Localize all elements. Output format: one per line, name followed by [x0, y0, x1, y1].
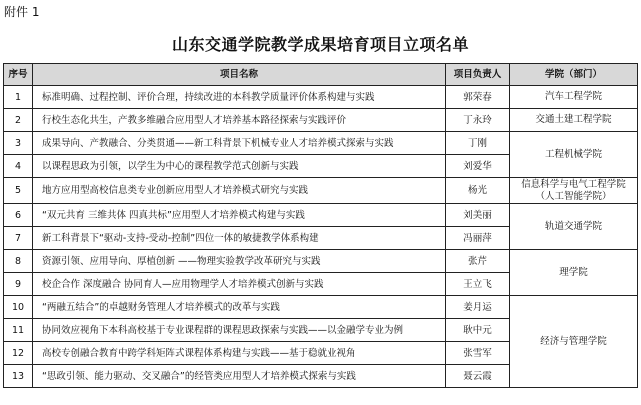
- row-seq: 3: [4, 132, 33, 155]
- row-seq: 8: [4, 250, 33, 273]
- project-list-table: [3, 63, 638, 388]
- row-project-name: 协同效应视角下本科高校基于专业课程群的课程思政探索与实践——以金融学专业为例: [33, 319, 446, 342]
- row-project-lead: 丁刚: [446, 132, 510, 155]
- row-project-name: 地方应用型高校信息类专业创新应用型人才培养模式研究与实践: [33, 178, 446, 204]
- row-project-lead: 王立飞: [446, 273, 510, 296]
- row-project-name: 行校生态化共生，产教多维融合应用型人才培养基本路径探索与实践评价: [33, 109, 446, 132]
- row-seq: 1: [4, 86, 33, 109]
- header-department: 学院（部门）: [510, 64, 638, 86]
- row-project-name: “两融五结合”的卓越财务管理人才培养模式的改革与实践: [33, 296, 446, 319]
- row-project-name: 成果导向、产教融合、分类贯通——新工科背景下机械专业人才培养模式探索与实践: [33, 132, 446, 155]
- row-seq: 9: [4, 273, 33, 296]
- row-project-lead: 张雪军: [446, 342, 510, 365]
- row-project-name: 资源引领、应用导向、厚植创新 ——物理实验教学改革研究与实践: [33, 250, 446, 273]
- attachment-label: 附件 1: [4, 5, 40, 19]
- row-seq: 5: [4, 178, 33, 204]
- row-project-name: 以课程思政为引领，以学生为中心的课程教学范式创新与实践: [33, 155, 446, 178]
- row-project-lead: 郭荣春: [446, 86, 510, 109]
- table-row: [4, 178, 638, 204]
- row-seq: 13: [4, 365, 33, 388]
- row-seq: 2: [4, 109, 33, 132]
- row-seq: 12: [4, 342, 33, 365]
- table-row: [4, 204, 638, 227]
- table-header-row: [4, 64, 638, 86]
- row-project-name: 标准明确、过程控制、评价合理，持续改进的本科教学质量评价体系构建与实践: [33, 86, 446, 109]
- table-row: [4, 109, 638, 132]
- row-project-name: 校企合作 深度融合 协同育人—应用物理学人才培养模式创新与实践: [33, 273, 446, 296]
- table-row: [4, 296, 638, 319]
- row-department: 汽车工程学院: [510, 86, 638, 109]
- row-seq: 10: [4, 296, 33, 319]
- row-department: 信息科学与电气工程学院（人工智能学院）: [510, 178, 638, 204]
- row-project-lead: 刘美丽: [446, 204, 510, 227]
- header-seq: 序号: [4, 64, 33, 86]
- header-project-lead: 项目负责人: [446, 64, 510, 86]
- row-department: 经济与管理学院: [510, 296, 638, 388]
- row-department: 理学院: [510, 250, 638, 296]
- row-project-name: “双元共育 三维共体 四真共标”应用型人才培养模式构建与实践: [33, 204, 446, 227]
- row-project-lead: 丁永玲: [446, 109, 510, 132]
- row-department: 轨道交通学院: [510, 204, 638, 250]
- document-title: 山东交通学院教学成果培育项目立项名单: [171, 35, 469, 54]
- row-project-name: “思政引领、能力驱动、交叉融合”的经管类应用型人才培养模式探索与实践: [33, 365, 446, 388]
- row-seq: 11: [4, 319, 33, 342]
- row-project-lead: 冯丽萍: [446, 227, 510, 250]
- header-project-name: 项目名称: [33, 64, 446, 86]
- row-project-lead: 聂云霞: [446, 365, 510, 388]
- table-row: [4, 132, 638, 155]
- row-seq: 7: [4, 227, 33, 250]
- row-project-name: 高校专创融合教育中跨学科矩阵式课程体系构建与实践——基于稳就业视角: [33, 342, 446, 365]
- row-project-lead: 杨光: [446, 178, 510, 204]
- row-seq: 4: [4, 155, 33, 178]
- row-department: 交通土建工程学院: [510, 109, 638, 132]
- row-department: 工程机械学院: [510, 132, 638, 178]
- row-project-lead: 张芹: [446, 250, 510, 273]
- row-project-lead: 姜月运: [446, 296, 510, 319]
- table-row: [4, 250, 638, 273]
- row-project-name: 新工科背景下“驱动-支持-受动-控制”四位一体的敏捷教学体系构建: [33, 227, 446, 250]
- row-project-lead: 耿中元: [446, 319, 510, 342]
- row-project-lead: 刘爱华: [446, 155, 510, 178]
- table-row: [4, 86, 638, 109]
- row-seq: 6: [4, 204, 33, 227]
